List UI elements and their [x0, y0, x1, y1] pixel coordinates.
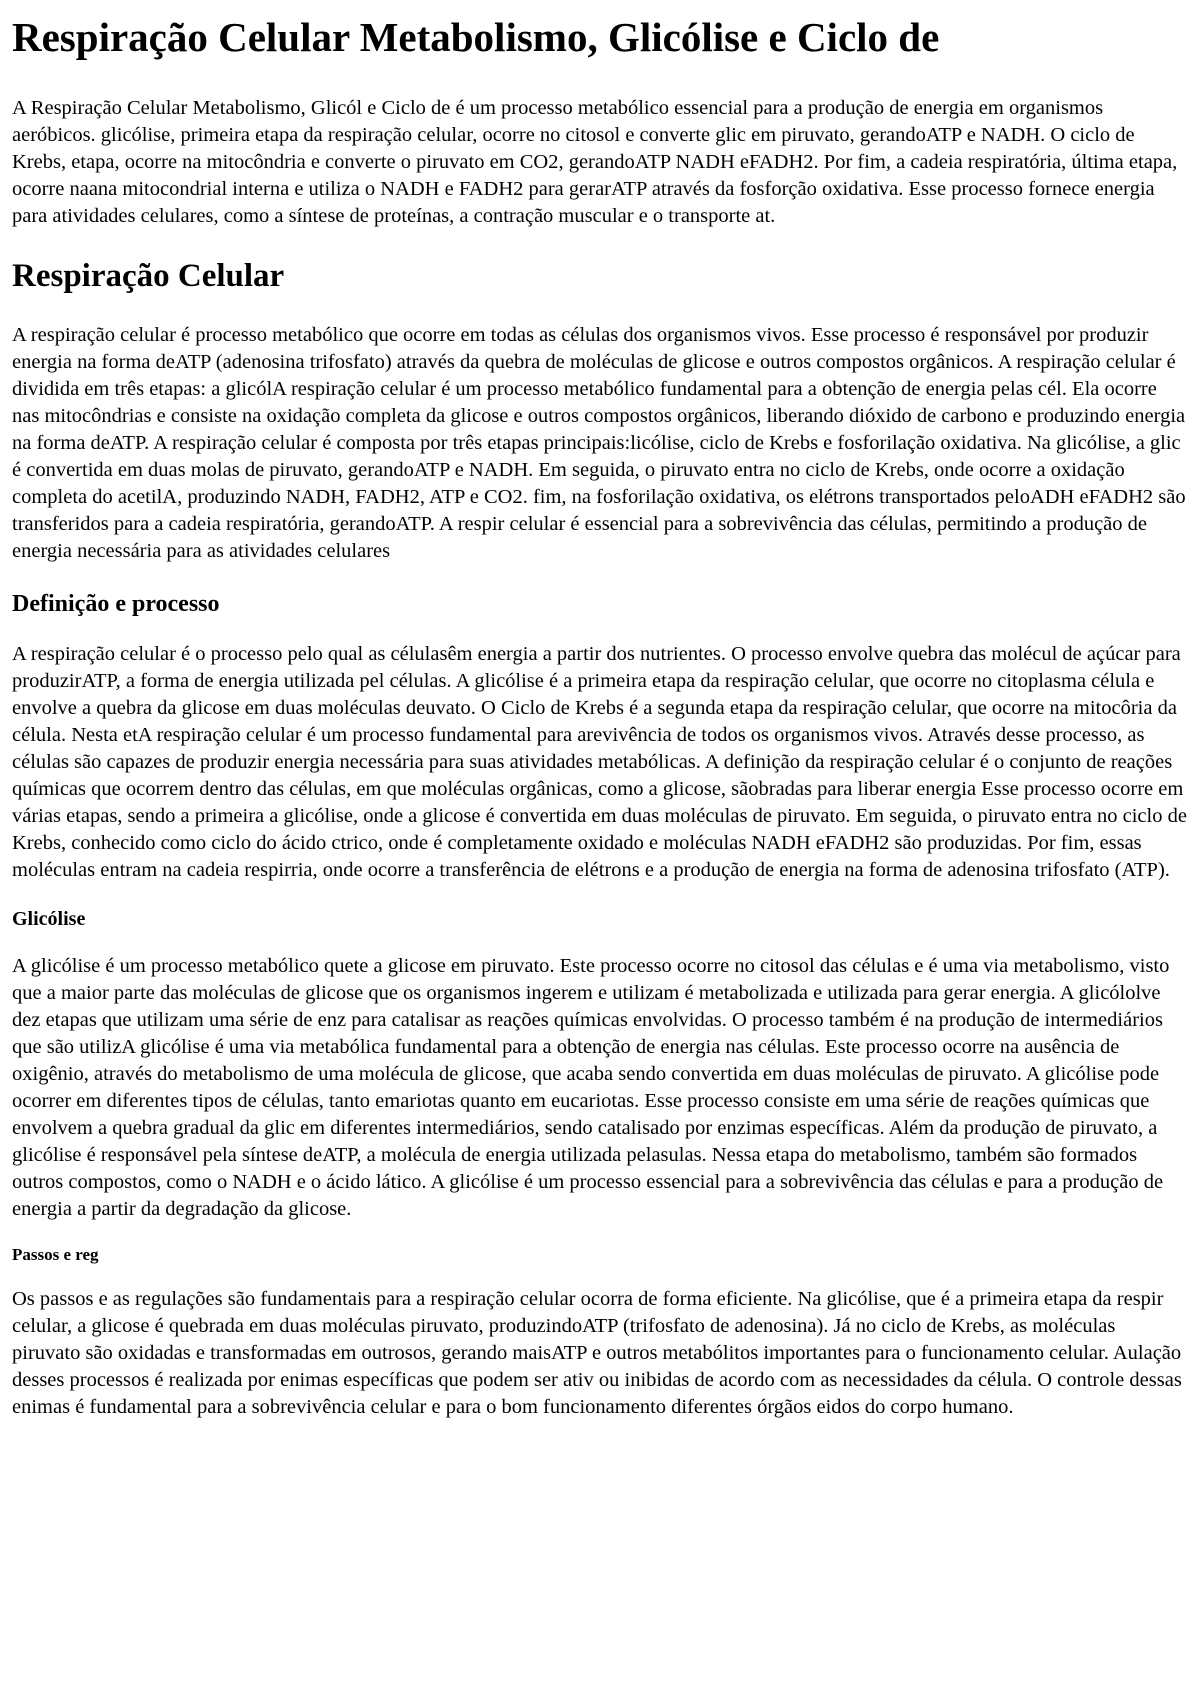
section-heading-glicolise: Glicólise — [12, 907, 86, 930]
section-heading-respiracao-celular: Respiração Celular — [12, 258, 285, 295]
section-heading-definicao-e-processo: Definição e processo — [12, 591, 220, 618]
intro-paragraph: A Respiração Celular Metabolismo, Glicól e Ciclo de é um processo metabólico essencial para a produção de energia em organismos aeróbicos. glicólise, primeira etapa da respiração celular, ocorre no citosol e converte glic em piruvato, gerandoATP e NADH. O ciclo de Krebs, etapa, ocorre na mitocôndria e converte o piruvato em CO2, gerandoATP NADH eFADH2. Por fim, a cadeia respiratória, última etapa, ocorre naana mitocondrial interna e utiliza o NADH e FADH2 para gerarATP através da fosforção oxidativa. Esse processo fornece energia para atividades celulares, como a síntese de proteínas, a contração muscular e o transporte at. — [12, 97, 1178, 228]
section-paragraph-respiracao-celular: A respiração celular é processo metabólico que ocorre em todas as células dos organismos vivos. Esse processo é responsável por produzir energia na forma deATP (adenosina trifosfato) através da quebra de moléculas de glicose e outros compostos orgânicos. A respiração celular é dividida em três etapas: a glicólA respiração celular é um processo metabólico fundamental para a obtenção de energia pelas cél. Ela ocorre nas mitocôndrias e consiste na oxidação completa da glicose e outros compostos orgânicos, liberando dióxido de carbono e produzindo energia na forma deATP. A respiração celular é composta por três etapas principais:licólise, ciclo de Krebs e fosforilação oxidativa. Na glicólise, a glic é convertida em duas molas de piruvato, gerandoATP e NADH. Em seguida, o piruvato entra no ciclo de Krebs, onde ocorre a oxidação completa do acetilA, produzindo NADH, FADH2, ATP e CO2. fim, na fosforilação oxidativa, os elétrons transportados peloADH eFADH2 são transferidos para a cadeia respiratória, gerandoATP. A respir celular é essencial para a sobrevivência das células, permitindo a produção de energia necessária para as atividades celulares — [12, 324, 1186, 563]
section-paragraph-passos-e-reg: Os passos e as regulações são fundamentais para a respiração celular ocorra de forma eficiente. Na glicólise, que é a primeira etapa da respir celular, a glicose é quebrada em duas moléculas piruvato, produzindoATP (trifosfato de adenosina). Já no ciclo de Krebs, as moléculas piruvato são oxidadas e transformadas em outrosos, gerando maisATP e outros metabólitos importantes para o funcionamento celular. Aulação desses processos é realizada por enimas específicas que podem ser ativ ou inibidas de acordo com as necessidades da célula. O controle dessas enimas é fundamental para a sobrevivência celular e para o bom funcionamento diferentes órgãos eidos do corpo humano. — [12, 1288, 1182, 1419]
section-paragraph-glicolise: A glicólise é um processo metabólico quete a glicose em piruvato. Este processo ocorre no citosol das células e é uma via metabolismo, visto que a maior parte das moléculas de glicose que os organismos ingerem e utilizam é metabolizada e utilizada para gerar energia. A glicólolve dez etapas que utilizam uma série de enz para catalisar as reações químicas envolvidas. O processo também é na produção de intermediários que são utilizA glicólise é uma via metabólica fundamental para a obtenção de energia nas células. Este processo ocorre na ausência de oxigênio, através do metabolismo de uma molécula de glicose, que acaba sendo convertida em duas moléculas de piruvato. A glicólise pode ocorrer em diferentes tipos de células, tanto emariotas quanto em eucariotas. Esse processo consiste em uma série de reações químicas que envolvem a quebra gradual da glic em diferentes intermediários, sendo catalisado por enzimas específicas. Além da produção de piruvato, a glicólise é responsável pela síntese deATP, a molécula de energia utilizada pelasulas. Nessa etapa do metabolismo, também são formados outros compostos, como o NADH e o ácido lático. A glicólise é um processo essencial para a sobrevivência das células e para a produção de energia a partir da degradação da glicose. — [12, 954, 1170, 1220]
section-heading-passos-e-reg: Passos e reg — [12, 1244, 99, 1264]
page-title: Respiração Celular Metabolismo, Glicólise e Ciclo de — [12, 14, 940, 60]
section-paragraph-definicao-e-processo: A respiração celular é o processo pelo qual as célulasêm energia a partir dos nutrientes. O processo envolve quebra das molécul de açúcar para produzirATP, a forma de energia utilizada pel células. A glicólise é a primeira etapa da respiração celular, que ocorre no citoplasma célula e envolve a quebra da glicose em duas moléculas deuvato. O Ciclo de Krebs é a segunda etapa da respiração celular, que ocorre na mitocôria da célula. Nesta etA respiração celular é um processo fundamental para arevivência de todos os organismos vivos. Através desse processo, as células são capazes de produzir energia necessária para suas atividades metabólicas. A definição da respiração celular é o conjunto de reações químicas que ocorrem dentro das células, em que moléculas orgânicas, como a glicose, sãobradas para liberar energia Esse processo ocorre em várias etapas, sendo a primeira a glicólise, onde a glicose é convertida em duas moléculas de piruvato. Em seguida, o piruvato entra no ciclo de Krebs, conhecido como ciclo do ácido ctrico, onde é completamente oxidado e moléculas NADH eFADH2 são produzidas. Por fim, essas moléculas entram na cadeia respirria, onde ocorre a transferência de elétrons e a produção de energia na forma de adenosina trifosfato (ATP). — [12, 642, 1187, 881]
